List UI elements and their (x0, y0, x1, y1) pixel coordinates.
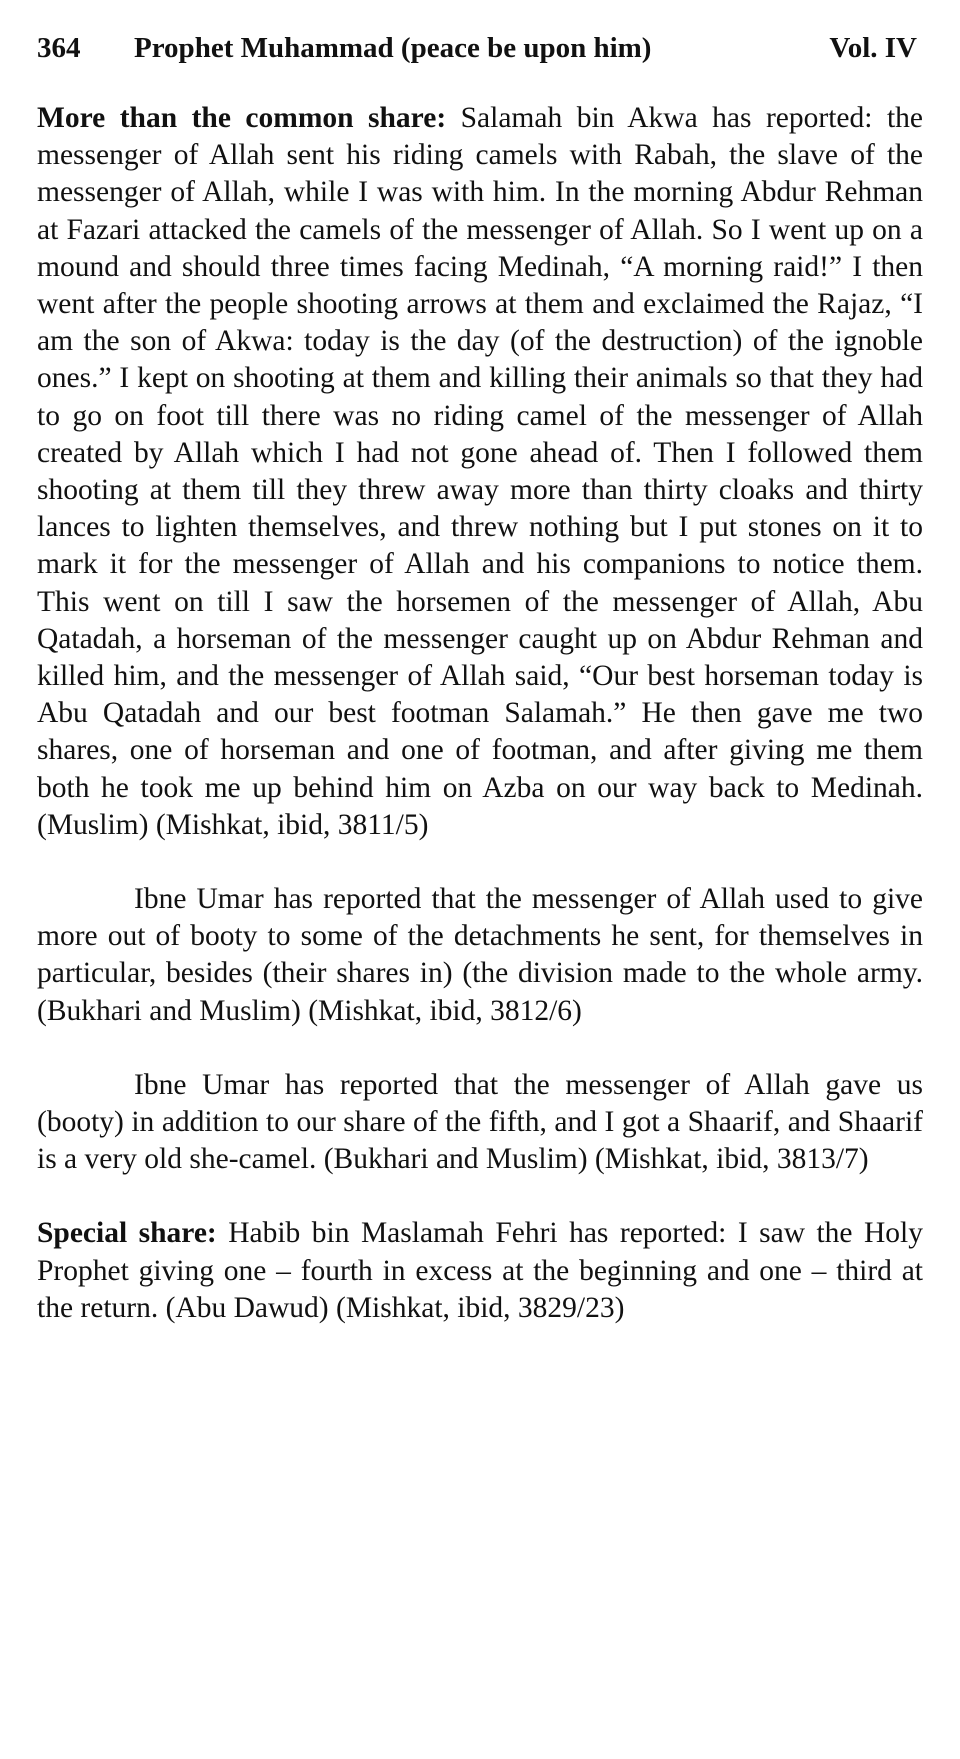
running-header (37, 28, 923, 68)
page-number: 364 (37, 32, 81, 64)
book-title: Prophet Muhammad (peace be upon him) (134, 32, 652, 64)
paragraph-ibne-umar-shaarif: Ibne Umar has reported that the messenger of Allah gave us (booty) in addition to our share of the fifth, and I got a Shaarif, and Shaarif is a very old she-camel. (Bukhari and Muslim) (Mishkat, ibid, 3813/7) (37, 1068, 923, 1176)
paragraph-special-share (37, 1215, 923, 1327)
paragraph-text: Salamah bin Akwa has reported: the messenger of Allah sent his riding camels with Rabah, the slave of the messenger of Allah, while I was with him. In the morning Abdur Rehman at Fazari attacked the camels of the messenger of Allah. So I went up on a mound and should three times facing Medinah, “A morning raid!” I then went after the people shooting arrows at them and exclaimed the Rajaz, “I am the son of Akwa: today is the day (of the destruction) of the ignoble ones.” I kept on shooting at them and killing their animals so that they had to go on foot till there was no riding camel of the messenger of Allah created by Allah which I had not gone ahead of. Then I followed them shooting at them till they threw away more than thirty cloaks and thirty lances to lighten themselves, and threw nothing but I put stones on it to mark it for the messenger of Allah and his companions to notice them. This went on till I saw the horsemen of the messenger of Allah, Abu Qatadah, a horseman of the messenger caught up on Abdur Rehman and killed him, and the messenger of Allah said, “Our best horseman today is Abu Qatadah and our best footman Salamah.” He then gave me two shares, one of horseman and one of footman, and after giving me them both he took me up behind him on Azba on our way back to Medinah. (Muslim) (Mishkat, ibid, 3811/5) (37, 102, 923, 841)
paragraph-ibne-umar-detachments: Ibne Umar has reported that the messenger of Allah used to give more out of booty to some of the detachments he sent, for themselves in particular, besides (their shares in) (the division made to the whole army. (Bukhari and Muslim) (Mishkat, ibid, 3812/6) (37, 883, 923, 1027)
paragraph-text: Habib bin Maslamah Fehri has reported: I saw the Holy Prophet giving one – fourth in excess at the beginning and one – third at the return. (Abu Dawud) (Mishkat, ibid, 3829/23) (37, 1217, 923, 1324)
section-heading-common-share: More than the common share: (37, 102, 447, 134)
volume-label: Vol. IV (829, 32, 917, 64)
section-heading-special-share: Special share: (37, 1217, 217, 1250)
paragraph-common-share (37, 100, 923, 844)
page-body (37, 100, 923, 1327)
